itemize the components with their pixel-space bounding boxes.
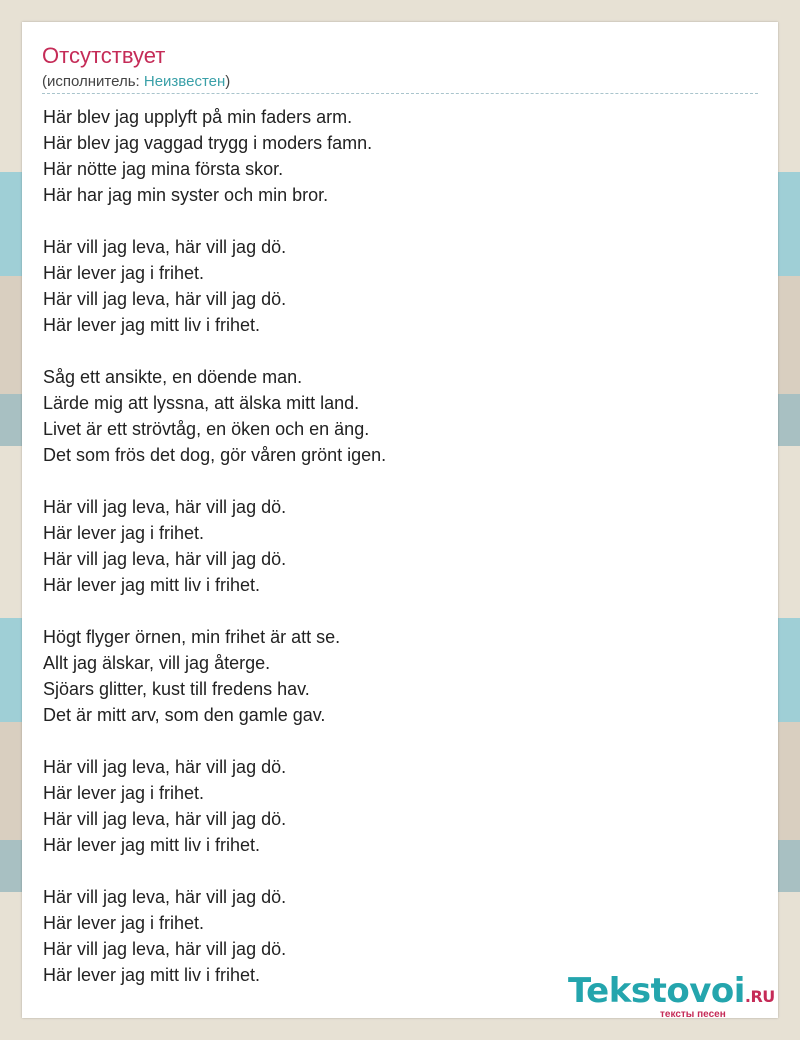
lyric-line: Det som frös det dog, gör våren grönt igen.: [43, 445, 387, 465]
stanza: [43, 364, 763, 468]
lyric-line: Här blev jag upplyft på min faders arm.: [43, 107, 353, 127]
lyric-line: Här lever jag mitt liv i frihet.: [43, 965, 261, 985]
logo-tld: .RU: [744, 987, 775, 1006]
lyric-line: Här lever jag i frihet.: [43, 263, 205, 283]
lyric-line: Här lever jag mitt liv i frihet.: [43, 835, 261, 855]
artist-link[interactable]: Неизвестен: [143, 73, 226, 90]
lyric-line: Här vill jag leva, här vill jag dö.: [43, 887, 287, 907]
stanza: [43, 754, 763, 858]
lyric-line: Här vill jag leva, här vill jag dö.: [43, 237, 287, 257]
lyric-line: Högt flyger örnen, min frihet är att se.: [43, 627, 341, 647]
artist-prefix: (исполнитель:: [42, 73, 144, 90]
logo-name: Tekstovoi: [568, 971, 745, 1011]
lyric-line: Här blev jag vaggad trygg i moders famn.: [43, 133, 373, 153]
lyric-line: Här vill jag leva, här vill jag dö.: [43, 809, 287, 829]
lyric-line: Livet är ett strövtåg, en öken och en äng.: [43, 419, 370, 439]
stanza: [43, 624, 763, 728]
lyric-line: Här vill jag leva, här vill jag dö.: [43, 549, 287, 569]
song-title: Отсутствует: [42, 43, 166, 68]
stanza: [43, 234, 763, 338]
lyric-line: Sjöars glitter, kust till fredens hav.: [43, 679, 310, 699]
lyrics-body: [43, 104, 763, 1014]
title-divider: [42, 93, 758, 94]
lyric-line: Lärde mig att lyssna, att älska mitt land.: [43, 393, 360, 413]
lyric-line: Här lever jag mitt liv i frihet.: [43, 575, 261, 595]
lyric-line: Här har jag min syster och min bror.: [43, 185, 329, 205]
artist-line: [42, 72, 230, 92]
lyric-line: Här vill jag leva, här vill jag dö.: [43, 497, 287, 517]
lyric-line: Allt jag älskar, vill jag återge.: [43, 653, 271, 673]
artist-suffix: ): [225, 73, 231, 90]
lyric-line: Här vill jag leva, här vill jag dö.: [43, 939, 287, 959]
lyric-line: Såg ett ansikte, en döende man.: [43, 367, 303, 387]
lyric-line: Det är mitt arv, som den gamle gav.: [43, 705, 326, 725]
stanza: [43, 494, 763, 598]
site-logo[interactable]: [568, 972, 778, 1022]
stanza: [43, 104, 763, 208]
lyrics-card: [22, 22, 778, 1018]
lyric-line: Här nötte jag mina första skor.: [43, 159, 284, 179]
lyric-line: Här vill jag leva, här vill jag dö.: [43, 289, 287, 309]
lyric-line: Här lever jag i frihet.: [43, 783, 205, 803]
lyric-line: Här lever jag i frihet.: [43, 523, 205, 543]
logo-tagline: тексты песен: [660, 1009, 726, 1020]
lyric-line: Här vill jag leva, här vill jag dö.: [43, 757, 287, 777]
lyric-line: Här lever jag mitt liv i frihet.: [43, 315, 261, 335]
lyric-line: Här lever jag i frihet.: [43, 913, 205, 933]
